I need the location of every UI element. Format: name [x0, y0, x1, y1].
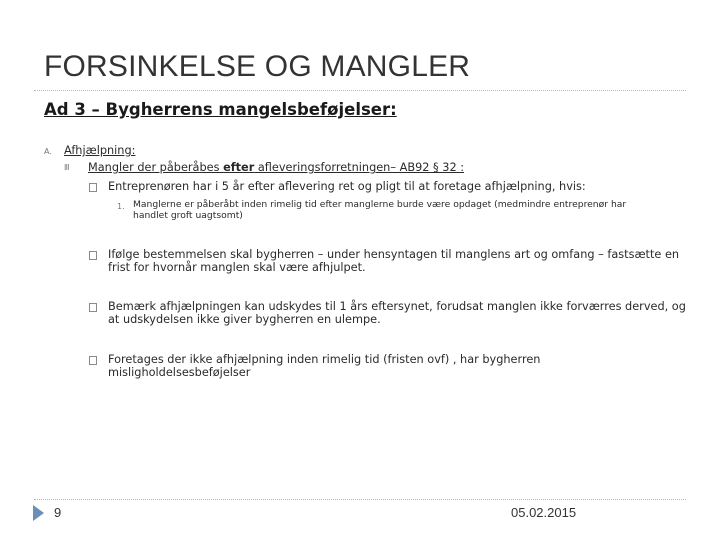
- bullet-item: Entreprenøren har i 5 år efter aflevering ret og pligt til at foretage afhjælpning, hvis:: [108, 180, 586, 193]
- checkbox-bullet-icon: [89, 251, 97, 260]
- page-arrow-icon: [33, 505, 44, 521]
- footer-divider: [34, 499, 686, 500]
- level1-item: Afhjælpning:: [64, 144, 136, 157]
- checkbox-bullet-icon: [89, 183, 97, 192]
- sub-item: Manglerne er påberåbt inden rimelig tid efter manglerne burde være opdaget (medmindre entreprenør har handlet groft uagtsomt): [133, 199, 627, 221]
- list-marker-a: A.: [44, 147, 52, 156]
- level2-text-end: afleveringsforretningen– AB92 § 32 :: [254, 161, 465, 174]
- level2-text-emphasis: efter: [223, 161, 255, 174]
- title-divider: [34, 90, 686, 91]
- slide-title: FORSINKELSE OG MANGLER: [44, 50, 471, 83]
- checkbox-bullet-icon: [89, 356, 97, 365]
- section-heading: Ad 3 – Bygherrens mangelsbeføjelser:: [44, 100, 397, 119]
- page-number: 9: [54, 505, 62, 520]
- numbered-marker: 1.: [117, 202, 125, 211]
- bullet-item: Foretages der ikke afhjælpning inden rimelig tid (fristen ovf) , har bygherren misligholdelsesbeføjelser: [108, 353, 541, 379]
- bullet-item: Ifølge bestemmelsen skal bygherren – under hensyntagen til manglens art og omfang – fastsætte en frist for hvornår manglen skal være afhjulpet.: [108, 248, 680, 274]
- checkbox-bullet-icon: [89, 303, 97, 312]
- footer-date: 05.02.2015: [511, 505, 577, 520]
- roman-numeral-marker: Ⅲ: [64, 163, 70, 172]
- level2-text-start: Mangler der påberåbes: [88, 161, 224, 174]
- level2-item: [88, 161, 464, 174]
- bullet-item: Bemærk afhjælpningen kan udskydes til 1 års eftersynet, forudsat manglen ikke forværres derved, og at udskydelsen ikke giver bygherren en ulempe.: [108, 300, 686, 326]
